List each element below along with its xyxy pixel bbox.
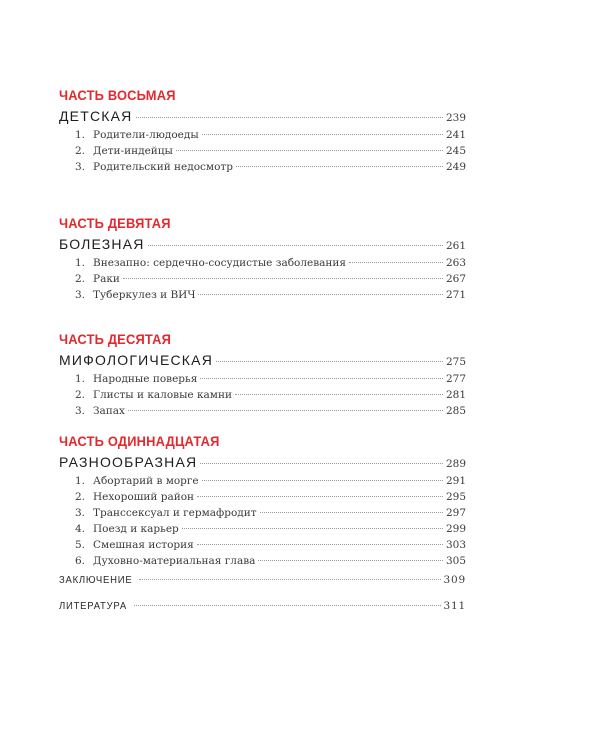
chapter-title: Туберкулез и ВИЧ [93, 289, 196, 301]
dot-leader [260, 512, 443, 513]
chapter-entry[interactable] [59, 371, 466, 387]
part-title: ЧАСТЬ ДЕВЯТАЯ [59, 215, 171, 231]
dot-leader [139, 579, 440, 580]
chapter-entry[interactable] [59, 143, 466, 159]
chapter-number: 1. [74, 373, 85, 385]
dot-leader [202, 480, 443, 481]
page-number: 275 [445, 356, 466, 368]
dot-leader [216, 361, 443, 362]
chapter-number: 3. [74, 161, 85, 173]
page-number: 277 [445, 373, 466, 385]
part-title: ЧАСТЬ ДЕСЯТАЯ [59, 331, 172, 347]
page-number: 289 [445, 458, 466, 470]
chapter-entry[interactable] [59, 537, 466, 553]
section-entry[interactable] [59, 452, 466, 473]
chapter-number: 3. [74, 289, 85, 301]
chapter-number: 1. [74, 257, 85, 269]
page-number: 285 [445, 405, 466, 417]
dot-leader [236, 166, 443, 167]
chapter-title: Смешная история [93, 539, 194, 551]
dot-leader [134, 605, 441, 606]
conclusion-entry[interactable] [59, 570, 466, 590]
page-number: 263 [445, 257, 466, 269]
chapter-title: Народные поверья [93, 373, 198, 385]
chapter-title: Нехороший район [93, 491, 195, 503]
dot-leader [148, 245, 443, 246]
part-eight [59, 86, 466, 214]
chapter-entry[interactable] [59, 505, 466, 521]
chapter-number: 5. [74, 539, 85, 551]
chapter-title: Запах [93, 405, 125, 417]
chapter-number: 1. [74, 129, 85, 141]
chapter-entry[interactable] [59, 553, 466, 569]
chapter-entry[interactable] [59, 521, 466, 537]
chapter-number: 1. [74, 475, 85, 487]
chapter-number: 3. [74, 405, 85, 417]
chapter-number: 4. [74, 523, 85, 535]
page-number: 303 [445, 539, 466, 551]
section-title: МИФОЛОГИЧЕСКАЯ [59, 352, 214, 368]
part-title: ЧАСТЬ ОДИННАДЦАТАЯ [59, 433, 220, 449]
chapter-number: 6. [74, 555, 85, 567]
dot-leader [200, 378, 443, 379]
part-ten [59, 330, 466, 432]
table-of-contents [59, 86, 466, 616]
dot-leader [200, 463, 443, 464]
part-nine [59, 214, 466, 330]
dot-leader [258, 560, 443, 561]
dot-leader [197, 544, 443, 545]
page-number: 281 [445, 389, 466, 401]
chapter-number: 2. [74, 273, 85, 285]
chapter-entry[interactable] [59, 127, 466, 143]
chapter-entry[interactable] [59, 387, 466, 403]
chapter-title: Родители-людоеды [93, 129, 199, 141]
dot-leader [182, 528, 443, 529]
part-title: ЧАСТЬ ВОСЬМАЯ [59, 87, 176, 103]
page-number: 297 [445, 507, 466, 519]
chapter-entry[interactable] [59, 255, 466, 271]
dot-leader [349, 262, 443, 263]
chapter-entry[interactable] [59, 159, 466, 175]
dot-leader [202, 134, 443, 135]
section-entry[interactable] [59, 234, 466, 255]
chapter-title: Абортарий в морге [93, 475, 199, 487]
chapter-entry[interactable] [59, 287, 466, 303]
chapter-entry[interactable] [59, 403, 466, 419]
page-number: 311 [443, 600, 466, 612]
section-entry[interactable] [59, 106, 466, 127]
chapter-number: 2. [74, 145, 85, 157]
dot-leader [235, 394, 443, 395]
page-number: 239 [445, 112, 466, 124]
chapter-title: Транссексуал и гермафродит [93, 507, 257, 519]
page-number: 309 [443, 574, 466, 586]
chapter-entry[interactable] [59, 473, 466, 489]
page-number: 245 [445, 145, 466, 157]
chapter-title: Дети-индейцы [93, 145, 173, 157]
chapter-entry[interactable] [59, 271, 466, 287]
chapter-number: 2. [74, 491, 85, 503]
dot-leader [176, 150, 443, 151]
conclusion-title: ЗАКЛЮЧЕНИЕ [59, 575, 133, 586]
page-number: 291 [445, 475, 466, 487]
dot-leader [198, 294, 443, 295]
dot-leader [123, 278, 443, 279]
dot-leader [197, 496, 443, 497]
section-entry[interactable] [59, 350, 466, 371]
section-title: ДЕТСКАЯ [59, 108, 133, 124]
page-number: 249 [445, 161, 466, 173]
page-number: 305 [445, 555, 466, 567]
chapter-title: Раки [93, 273, 120, 285]
chapter-title: Родительский недосмотр [93, 161, 233, 173]
part-eleven [59, 432, 466, 570]
chapter-number: 3. [74, 507, 85, 519]
dot-leader [128, 410, 443, 411]
section-title: БОЛЕЗНАЯ [59, 236, 145, 252]
page-number: 241 [445, 129, 466, 141]
chapter-title: Духовно-материальная глава [93, 555, 256, 567]
chapter-title: Поезд и карьер [93, 523, 179, 535]
dot-leader [136, 117, 443, 118]
literature-title: ЛИТЕРАТУРА [59, 601, 127, 612]
chapter-title: Внезапно: сердечно-сосудистые заболевания [93, 257, 347, 269]
page-number: 267 [445, 273, 466, 285]
page-number: 299 [445, 523, 466, 535]
page-number: 271 [445, 289, 466, 301]
literature-entry[interactable] [59, 596, 466, 616]
chapter-title: Глисты и каловые камни [93, 389, 232, 401]
page-number: 261 [445, 240, 466, 252]
section-title: РАЗНООБРАЗНАЯ [59, 454, 198, 470]
chapter-number: 2. [74, 389, 85, 401]
chapter-entry[interactable] [59, 489, 466, 505]
page-number: 295 [445, 491, 466, 503]
